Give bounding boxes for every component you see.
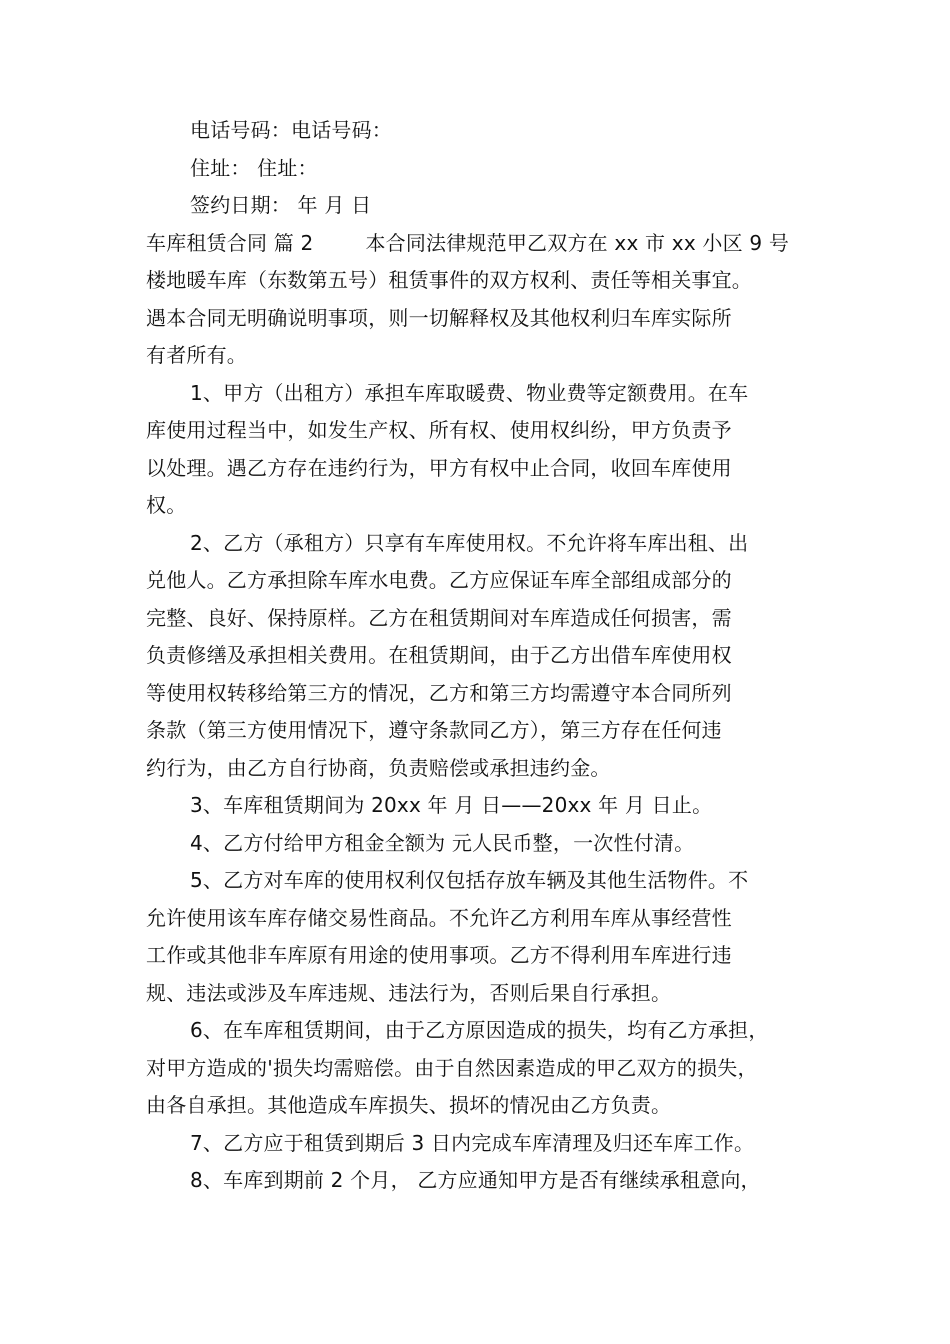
- line-text: 兑他人。乙方承担除车库水电费。乙方应保证车库全部组成部分的: [146, 568, 732, 592]
- line-text: 4、乙方付给甲方租金全额为 元人民币整，一次性付清。: [190, 830, 695, 855]
- line-text: 本合同法律规范甲乙双方在 xx 市 xx 小区 9 号: [365, 230, 790, 255]
- line-text: 允许使用该车库存储交易性商品。不允许乙方利用车库从事经营性: [146, 905, 732, 930]
- text-line: [146, 600, 822, 638]
- text-line: [146, 712, 822, 750]
- text-line: [146, 750, 822, 788]
- text-line: [146, 675, 822, 713]
- line-text: 条款（第三方使用情况下，遵守条款同乙方），第三方存在任何违: [146, 718, 722, 742]
- text-line: [146, 900, 822, 938]
- text-line: [146, 487, 822, 525]
- text-line: [146, 112, 822, 150]
- line-text: 约行为，由乙方自行协商，负责赔偿或承担违约金。: [146, 755, 611, 780]
- line-text: 6、在车库租赁期间，由于乙方原因造成的损失，均有乙方承担，: [190, 1018, 769, 1042]
- line-text: 完整、良好、保持原样。乙方在租赁期间对车库造成任何损害，需: [146, 605, 732, 630]
- text-line: [146, 450, 822, 488]
- text-line: [146, 300, 822, 338]
- line-text: 以处理。遇乙方存在违约行为，甲方有权中止合同，收回车库使用: [146, 455, 732, 480]
- line-text: 工作或其他非车库原有用途的使用事项。乙方不得利用车库进行违: [146, 943, 732, 967]
- line-text: 对甲方造成的'损失均需赔偿。由于自然因素造成的甲乙双方的损失，: [146, 1055, 758, 1080]
- line-text: 住址： 住址：: [190, 155, 318, 180]
- line-text: 3、车库租赁期间为 20xx 年 月 日——20xx 年 月 日止。: [190, 793, 713, 817]
- text-line: [146, 862, 822, 900]
- line-text: 等使用权转移给第三方的情况，乙方和第三方均需遵守本合同所列: [146, 680, 732, 705]
- line-text: 签约日期： 年 月 日: [190, 193, 372, 217]
- text-line: [146, 150, 822, 188]
- text-line: [146, 937, 822, 975]
- text-line: [146, 825, 822, 863]
- text-line: [146, 412, 822, 450]
- text-line: [146, 1087, 822, 1125]
- text-line: [146, 975, 822, 1013]
- line-text: 规、违法或涉及车库违规、违法行为，否则后果自行承担。: [146, 980, 672, 1005]
- line-text: 5、乙方对车库的使用权利仅包括存放车辆及其他生活物件。不: [190, 868, 749, 892]
- line-text: 8、车库到期前 2 个月， 乙方应通知甲方是否有继续承租意向，: [190, 1168, 761, 1192]
- text-line: [146, 1125, 822, 1163]
- line-text: 楼地暖车库（东数第五号）租赁事件的双方权利、责任等相关事宜。: [146, 268, 752, 292]
- text-line: [146, 1162, 822, 1200]
- line-text: 由各自承担。其他造成车库损失、损坏的情况由乙方负责。: [146, 1093, 672, 1117]
- text-line: [146, 262, 822, 300]
- text-line: [146, 375, 822, 413]
- line-text: 7、乙方应于租赁到期后 3 日内完成车库清理及归还车库工作。: [190, 1130, 755, 1155]
- text-line: [146, 1012, 822, 1050]
- line-text: 遇本合同无明确说明事项，则一切解释权及其他权利归车库实际所: [146, 305, 732, 330]
- text-line: [146, 637, 822, 675]
- text-line: [146, 1050, 822, 1088]
- text-line: [146, 187, 822, 225]
- line-text: 负责修缮及承担相关费用。在租赁期间，由于乙方出借车库使用权: [146, 643, 732, 667]
- text-line: [146, 225, 822, 263]
- document-body: [146, 112, 822, 1200]
- line-text: 权。: [146, 493, 187, 517]
- line-text: 有者所有。: [146, 343, 247, 367]
- text-line: [146, 562, 822, 600]
- line-text: 1、甲方（出租方）承担车库取暖费、物业费等定额费用。在车: [190, 380, 749, 405]
- section-title: 车库租赁合同 篇 2: [146, 230, 314, 255]
- line-text: 2、乙方（承租方）只享有车库使用权。不允许将车库出租、出: [190, 530, 749, 555]
- line-text: 库使用过程当中，如发生产权、所有权、使用权纠纷，甲方负责予: [146, 418, 732, 442]
- text-line: [146, 787, 822, 825]
- line-text: 电话号码：电话号码：: [190, 118, 392, 142]
- text-line: [146, 525, 822, 563]
- text-line: [146, 337, 822, 375]
